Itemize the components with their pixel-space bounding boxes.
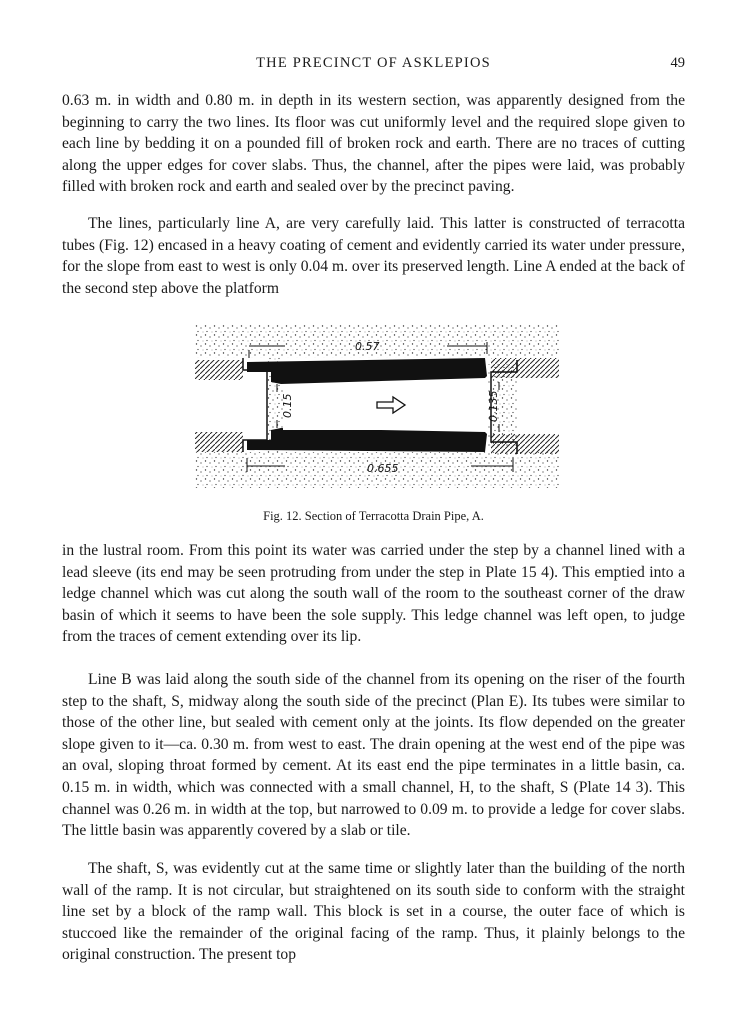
masonry-left-lower (195, 432, 243, 452)
pipe-outline-left (243, 358, 267, 452)
masonry-right-lower (491, 434, 559, 454)
dim-label-top: 0.57 (355, 340, 380, 353)
running-title: THE PRECINCT OF ASKLEPIOS (256, 55, 491, 71)
dim-label-bottom: 0.655 (367, 462, 399, 475)
paragraph-3: in the lustral room. From this point its water was carried under the step by a channel lined with a lead sleeve (its end may be seen protruding from under the step in Plate 15 4). This emptied into a ledge channel which was cut along the south wall of the room to the southeast corner of the draw basin of which it seems to have been the sole supply. This ledge channel was left open, to judge from the traces of cement extending over its lip. (62, 542, 685, 646)
figure-caption: Fig. 12. Section of Terracotta Drain Pipe, A. (263, 509, 484, 523)
paragraph-2: The lines, particularly line A, are very carefully laid. This latter is constructed of terracotta tubes (Fig. 12) encased in a heavy coating of cement and evidently carried its water under pressure, for the slope from east to west is only 0.04 m. over its preserved length. Line A ended at the back of the second step above the platform (62, 215, 685, 297)
paragraph-4: Line B was laid along the south side of the channel from its opening on the riser of the fourth step to the shaft, S, midway along the south side of the precinct (Plan E). Its tubes were similar to those of the other line, but sealed with cement only at the joints. Its flow depended on the greater slope given to it—ca. 0.30 m. from west to east. The drain opening at the west end of the pipe was an oval, sloping throat formed by cement. At its east end the pipe terminates in a little basin, ca. 0.15 m. in width, which was connected with a small channel, H, to the shaft, S (Plate 14 3). This channel was 0.26 m. in width at the top, but narrowed to 0.09 m. to provide a ledge for cover slabs. The little basin was apparently covered by a slab or tile. (62, 671, 685, 840)
pipe-wall-bottom (247, 428, 487, 452)
pipe-bore (283, 384, 485, 430)
pipe-section-drawing (195, 324, 559, 488)
figure-drain-pipe-section (195, 324, 559, 488)
page-number: 49 (670, 55, 685, 71)
masonry-right-upper (491, 358, 559, 378)
paragraph-1: 0.63 m. in width and 0.80 m. in depth in its western section, was apparently designed from the beginning to carry the two lines. Its floor was cut uniformly level and the required slope given to each line by bedding it on a pounded fill of broken rock and earth. There are no traces of cutting along the upper edges for cover slabs. Thus, the channel, after the pipes were laid, was probably filled with broken rock and earth and sealed over by the precinct paving. (62, 92, 685, 196)
pipe-wall-top (247, 358, 487, 384)
masonry-left-upper (195, 360, 243, 380)
paragraph-5: The shaft, S, was evidently cut at the same time or slightly later than the building of the north wall of the ramp. It is not circular, but straightened on its south side to conform with the straight line set by a block of the ramp wall. This block is set in a course, the outer face of which is stuccoed like the remainder of the original facing of the ramp. Thus, it plainly belongs to the original construction. The present top (62, 860, 685, 964)
dim-label-right: 0.135 (487, 390, 500, 422)
running-header (62, 55, 685, 75)
dim-label-left: 0.15 (281, 393, 294, 418)
